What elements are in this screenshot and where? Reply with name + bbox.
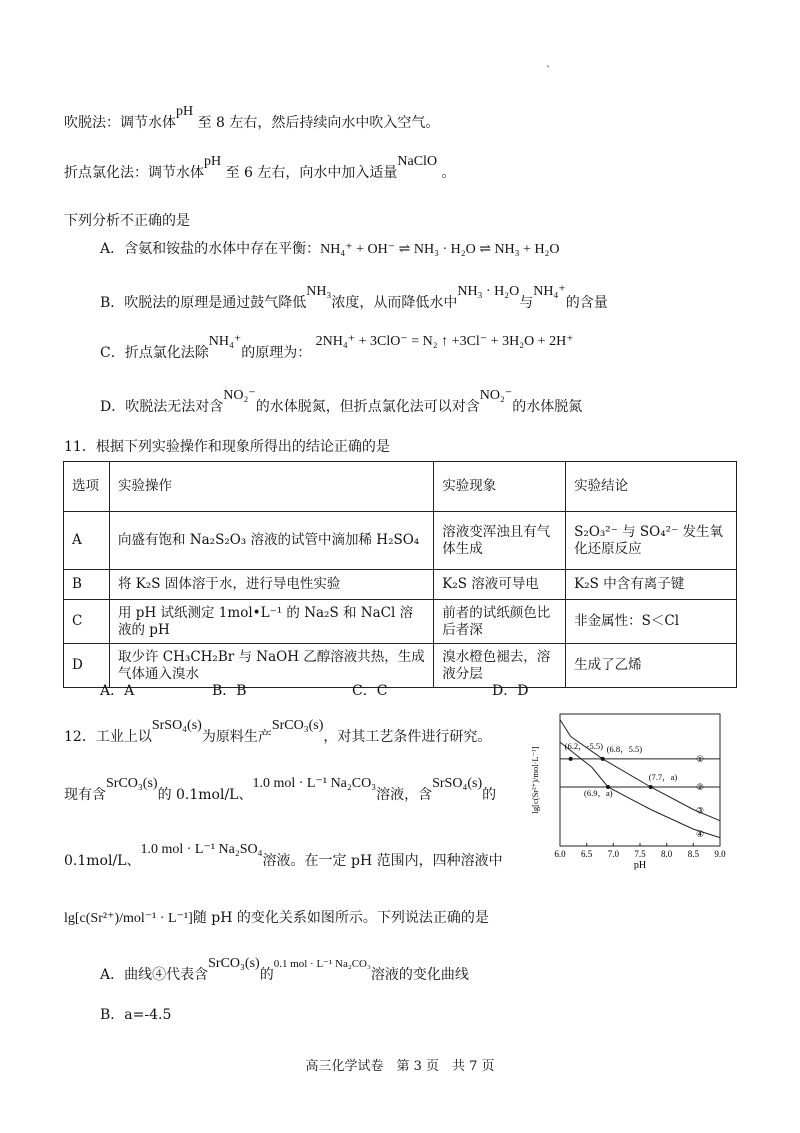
- q11-choice-d: D．D: [492, 683, 529, 699]
- table-cell: 将 K₂S 固体溶于水，进行导电性实验: [110, 570, 434, 600]
- series-lines: [560, 720, 720, 841]
- page-footer: 高三化学试卷 第 3 页 共 7 页: [305, 1059, 495, 1074]
- data-point: [569, 757, 573, 761]
- table-cell: C: [64, 600, 110, 644]
- experiment-table: [63, 461, 737, 688]
- table-row: [64, 570, 737, 600]
- table-cell: B: [64, 570, 110, 600]
- x-tick-label: 8.5: [687, 849, 699, 859]
- table-header-cell: 实验现象: [434, 462, 566, 512]
- q12-line-4: lg[c(Sr²⁺)/mol⁻¹ · L⁻¹]随 pH 的变化关系如图所示。下列说法正确的是: [64, 910, 489, 926]
- y-axis-label: lg[c(Sr²⁺)/mol·L⁻¹]: [530, 746, 540, 814]
- plot-frame: [560, 714, 720, 846]
- x-tick-label: 7.0: [607, 849, 619, 859]
- table-cell: K₂S 中含有离子键: [566, 570, 737, 600]
- table-cell: S₂O₃²⁻ 与 SO₄²⁻ 发生氧化还原反应: [566, 512, 737, 570]
- table-cell: K₂S 溶液可导电: [434, 570, 566, 600]
- table-cell: 取少许 CH₃CH₂Br 与 NaOH 乙醇溶液共热，生成气体通入溴水: [110, 644, 434, 688]
- question-prompt: 下列分析不正确的是: [64, 213, 190, 229]
- series-label: ②: [696, 783, 705, 794]
- x-tick-label: 7.5: [634, 849, 646, 859]
- q12-option-a: A．曲线④代表含SrCO₃(s)的$^{0.1 mol \cdot L^{-1} Na_2CO_3}$溶液的变化曲线: [100, 956, 469, 983]
- q11-choice-b: B．B: [212, 683, 247, 699]
- table-cell: A: [64, 512, 110, 570]
- table-header-cell: 选项: [64, 462, 110, 512]
- table-header-cell: 实验操作: [110, 462, 434, 512]
- q12-line-1: 12．工业上以SrSO₄(s)为原料生产SrCO₃(s)，对其工艺条件进行研究。: [64, 718, 492, 745]
- table-cell: 用 pH 试纸测定 1mol•L⁻¹ 的 Na₂S 和 NaCl 溶液的 pH: [110, 600, 434, 644]
- x-tick-labels: [554, 843, 726, 859]
- q12-line-3: 0.1mol/L、1.0 mol · L⁻¹ Na₂SO₄溶液。在一定 pH 范围内，四种溶液中: [64, 842, 503, 869]
- table-cell: 非金属性：S＜Cl: [566, 600, 737, 644]
- q11-choice-a: A．A: [100, 683, 135, 699]
- table-row: [64, 644, 737, 688]
- intro-line-1: 吹脱法：调节水体pH 至 8 左右，然后持续向水中吹入空气。: [64, 104, 440, 131]
- x-tick-label: 8.0: [661, 849, 673, 859]
- q10-option-b: B．吹脱法的原理是通过鼓气降低NH₃浓度，从而降低水中NH₃ · H₂O与NH₄⁺的含量: [100, 284, 608, 311]
- series-label: ①: [696, 754, 705, 765]
- table-row: [64, 600, 737, 644]
- q10-option-c: C．折点氯化法除NH₄⁺的原理为： 2NH₄⁺ + 3ClO⁻ = N₂ ↑ +3Cl⁻ + 3H₂O + 2H⁺: [100, 334, 574, 361]
- data-points: [569, 757, 653, 789]
- x-axis-label: pH: [633, 860, 647, 870]
- point-annotation: (7.7，a): [648, 772, 678, 783]
- table-header-cell: 实验结论: [566, 462, 737, 512]
- table-header-row: [64, 462, 737, 512]
- q11-choice-c: C．C: [352, 683, 388, 699]
- table-row: [64, 512, 737, 570]
- x-tick-label: 6.0: [554, 849, 566, 859]
- series-label: ③: [696, 806, 705, 817]
- table-cell: 向盛有饱和 Na₂S₂O₃ 溶液的试管中滴加稀 H₂SO₄: [110, 512, 434, 570]
- table-cell: 生成了乙烯: [566, 644, 737, 688]
- series-labels: [696, 755, 704, 840]
- point-annotation: (6.9，a): [584, 788, 613, 799]
- table-cell: 前者的试纸颜色比后者深: [434, 600, 566, 644]
- series-label: ④: [696, 830, 705, 841]
- intro-line-2: 折点氯化法：调节水体pH 至 6 左右，向水中加入适量NaClO 。: [64, 154, 456, 181]
- q11-stem: 11．根据下列实验操作和现象所得出的结论正确的是: [64, 439, 390, 455]
- data-point: [601, 757, 605, 761]
- x-tick-label: 6.5: [581, 849, 593, 859]
- point-annotation: (6.8，5.5): [606, 743, 643, 754]
- table-cell: 溴水橙色褪去，溶液分层: [434, 644, 566, 688]
- table-cell: D: [64, 644, 110, 688]
- point-annotation: (6.2，-5.5): [564, 740, 603, 751]
- sr-concentration-chart: [520, 710, 726, 870]
- table-cell: 溶液变浑浊且有气体生成: [434, 512, 566, 570]
- q10-option-a: A．含氨和铵盐的水体中存在平衡：NH₄⁺ + OH⁻ ⇌ NH₃ · H₂O ⇌ NH₃ + H₂O: [100, 241, 560, 257]
- q12-line-2: 现有含SrCO₃(s)的 0.1mol/L、1.0 mol · L⁻¹ Na₂CO₃溶液，含SrSO₄(s)的: [64, 776, 497, 803]
- q12-option-b: B．a=-4.5: [100, 1007, 172, 1023]
- x-tick-label: 9.0: [714, 849, 726, 859]
- q10-option-d: D．吹脱法无法对含NO₂⁻的水体脱氮，但折点氯化法可以对含NO₂⁻的水体脱氮: [100, 388, 583, 415]
- speck-mark: `: [546, 66, 551, 77]
- data-point: [649, 785, 653, 789]
